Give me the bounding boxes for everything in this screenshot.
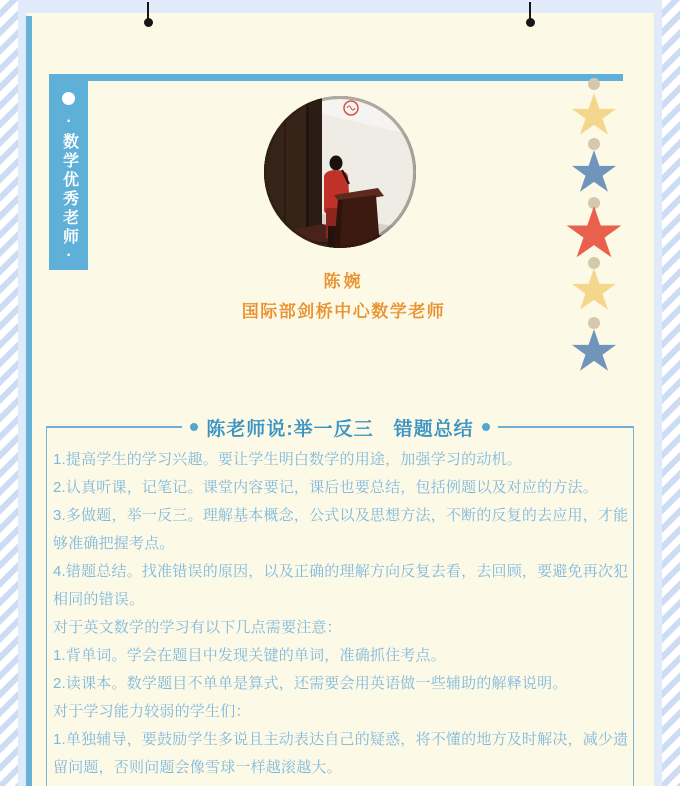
section-heading-text: 陈老师说:举一反三 错题总结 [206,418,474,440]
pin-icon [525,0,535,28]
advice-content-box [46,427,634,786]
photo-illustration [264,96,416,248]
chain-dot [588,257,600,269]
left-accent-line [26,16,32,786]
header-bar [49,74,623,81]
star-icon [566,206,623,260]
star-icon [571,150,617,194]
advice-paragraph: 3.多做题，举一反三。理解基本概念，公式以及思想方法，不断的反复的去应用，才能够准确把握考点。 [53,507,629,552]
advice-paragraph: 2.读课本。数学题目不单单是算式，还需要会用英语做一些辅助的解释说明。 [53,675,568,692]
advice-paragraph: 1.提高学生的学习兴趣。要让学生明白数学的用途，加强学习的动机。 [53,451,522,468]
chain-dot [588,78,600,90]
chain-dot [588,138,600,150]
pin-icon [143,0,153,28]
right-stripe-border [662,0,680,786]
star-icon [571,268,617,312]
badge-dot [62,92,75,105]
advice-paragraph: 1.单独辅导，要鼓励学生多说且主动表达自己的疑惑，将不懂的地方及时解决，减少遗留问题，否则问题会像雪球一样越滚越大。 [53,731,629,776]
top-band [18,0,662,13]
advice-paragraph: 对于学习能力较弱的学生们： [53,703,251,720]
chain-dot [588,317,600,329]
advice-paragraph: 对于英文数学的学习有以下几点需要注意： [53,619,342,636]
badge-vertical-label: ·数学优秀老师· [60,113,78,267]
right-solid-band [654,0,662,786]
advice-paragraph: 1.背单词。学会在题目中发现关键的单词，准确抓住考点。 [53,647,446,664]
teacher-badge [49,74,88,270]
teacher-photo [264,96,416,248]
teacher-title: 国际部剑桥中心数学老师 [241,302,446,321]
advice-paragraph: 4.错题总结。找准错误的原因，以及正确的理解方向反复去看，去回顾，要避免再次犯相同的错误。 [53,563,629,608]
star-chain-decoration [566,78,622,378]
left-solid-band [18,0,26,786]
advice-paragraph: 2.认真听课，记笔记。课堂内容要记，课后也要总结，包括例题以及对应的方法。 [53,479,598,496]
left-stripe-border [0,0,18,786]
star-icon [571,329,617,373]
teacher-name: 陈婉 [323,272,364,291]
star-icon [571,93,617,137]
